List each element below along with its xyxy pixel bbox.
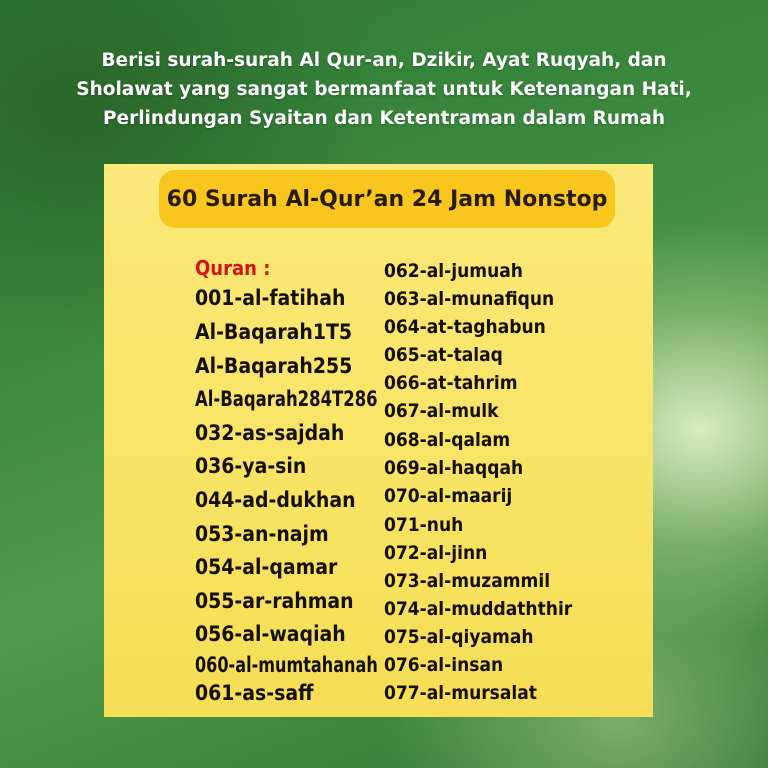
surah-item: 032-as-sajdah bbox=[195, 421, 345, 445]
surah-item: 061-as-saff bbox=[195, 681, 314, 705]
surah-item: 066-at-tahrim bbox=[384, 372, 518, 394]
surah-item: 073-al-muzammil bbox=[384, 570, 551, 592]
surah-item: 076-al-insan bbox=[384, 654, 504, 676]
surah-item: 044-ad-dukhan bbox=[195, 488, 356, 512]
surah-item: 065-at-talaq bbox=[384, 344, 503, 366]
surah-item: 077-al-mursalat bbox=[384, 682, 537, 704]
surah-item: 070-al-maarij bbox=[384, 485, 513, 507]
surah-item: 067-al-mulk bbox=[384, 400, 499, 422]
surah-item: 055-ar-rahman bbox=[195, 589, 354, 613]
surah-item: 056-al-waqiah bbox=[195, 622, 346, 646]
surah-item: 054-al-qamar bbox=[195, 555, 338, 579]
surah-item: 036-ya-sin bbox=[195, 454, 307, 478]
headline-line: Sholawat yang sangat bermanfaat untuk Ketenangan Hati, bbox=[76, 79, 692, 100]
surah-item: 064-at-taghabun bbox=[384, 316, 546, 338]
surah-item: 060-al-mumtahanah bbox=[195, 653, 378, 677]
surah-item: 068-al-qalam bbox=[384, 429, 511, 451]
headline-line: Perlindungan Syaitan dan Ketentraman dalam Rumah bbox=[102, 108, 666, 129]
surah-list-card bbox=[104, 164, 653, 717]
surah-item: 062-al-jumuah bbox=[384, 260, 523, 282]
surah-item: 001-al-fatihah bbox=[195, 286, 346, 310]
quran-section-label: Quran : bbox=[195, 256, 271, 280]
surah-item: 075-al-qiyamah bbox=[384, 626, 534, 648]
surah-item: 063-al-munafiqun bbox=[384, 288, 555, 310]
card-title: 60 Surah Al-Qur’an 24 Jam Nonstop bbox=[159, 170, 615, 228]
promo-headline bbox=[40, 46, 728, 133]
surah-item: 053-an-najm bbox=[195, 522, 329, 546]
headline-line: Berisi surah-surah Al Qur-an, Dzikir, Ayat Ruqyah, dan bbox=[101, 50, 667, 71]
surah-item: 071-nuh bbox=[384, 514, 464, 536]
surah-item: 069-al-haqqah bbox=[384, 457, 524, 479]
surah-item: Al-Baqarah1T5 bbox=[195, 320, 353, 344]
surah-item: Al-Baqarah284T286 bbox=[195, 387, 378, 411]
surah-item: Al-Baqarah255 bbox=[195, 354, 353, 378]
surah-item: 072-al-jinn bbox=[384, 542, 488, 564]
surah-item: 074-al-muddaththir bbox=[384, 598, 573, 620]
